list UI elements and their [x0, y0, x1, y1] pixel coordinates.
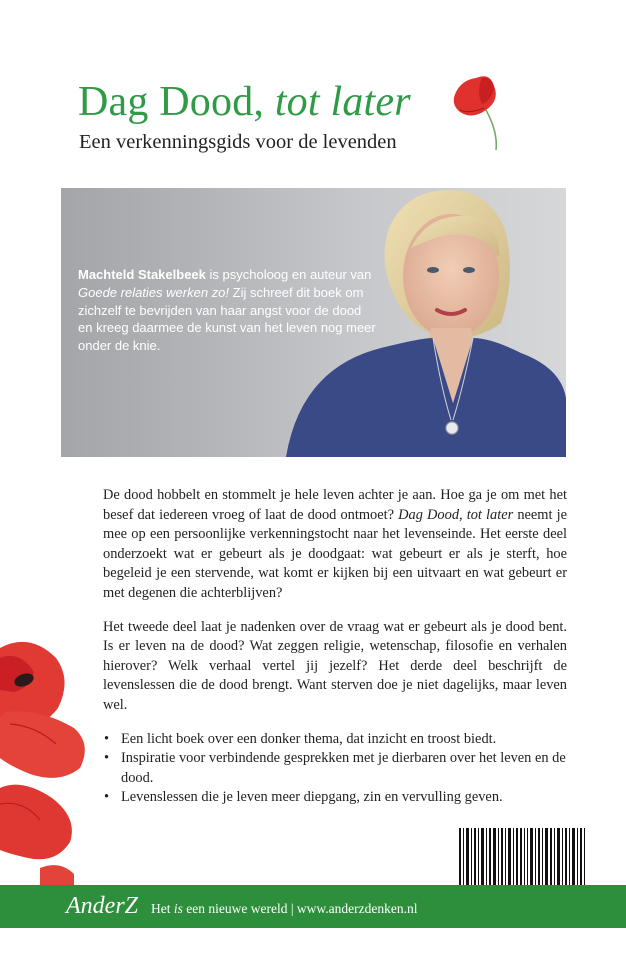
tagline-is: is [173, 901, 183, 916]
publisher-logo: AnderZ [66, 893, 138, 919]
tagline-b: een nieuwe wereld | www.anderzdenken.nl [182, 901, 418, 916]
bullet-icon: • [104, 789, 110, 806]
list-item [103, 730, 567, 750]
bio-text-2: Zij schreef dit boek om zichzelf te bevrijden van haar angst voor de dood en kreeg daarmee de kunst van het leven nog meer onder de knie. [78, 284, 376, 354]
paragraph-1-b: neemt je mee op een persoonlijke verkenningstocht naar het levenseinde. Het eerste deel onderzoekt wat er gebeurt als je doodgaat: wat gebeurt er als je sterft, hoe begeleid je een stervende, wat komt er kijken bij een uitvaart en wat gebeurt er met degenen die achterblijven? [103, 506, 567, 601]
paragraph-2: Het tweede deel laat je nadenken over de vraag wat er gebeurt als je dood bent. Is er leven na de dood? Wat zeggen religie, wetenschap, filosofie en verhalen hierover? Welk verhaal vertel jij jezelf? Het derde deel beschrijft de levenslessen die de dood brengt. Want sterven doe je niet dagelijks, maar leven wel. [103, 618, 567, 713]
list-item-text: Inspiratie voor verbindende gesprekken met je dierbaren over het leven en de dood. [121, 750, 566, 786]
list-item [103, 788, 567, 808]
poppy-petals-icon [0, 628, 100, 890]
poppy-flower-icon [446, 70, 516, 162]
book-title-italic: tot later [274, 79, 411, 125]
bio-text-1: is psycholoog en auteur van [205, 267, 372, 282]
author-name: Machteld Stakelbeek [78, 267, 206, 282]
list-item [103, 749, 567, 788]
publisher-tagline [151, 901, 418, 917]
book-title-main: Dag Dood, [78, 79, 265, 125]
back-cover-text [103, 486, 567, 808]
bullet-icon: • [104, 750, 110, 767]
list-item-text: Een licht boek over een donker thema, dat inzicht en troost biedt. [121, 730, 497, 747]
paragraph-1 [103, 486, 567, 604]
book-title [78, 78, 411, 126]
paragraph-1-title: Dag Dood, tot later [398, 506, 514, 523]
book-subtitle: Een verkenningsgids voor de levenden [79, 131, 397, 153]
bullet-icon: • [104, 730, 110, 747]
bullet-list [103, 730, 567, 808]
bio-book-title: Goede relaties werken zo! [78, 284, 230, 300]
paragraph-1-a: De dood hobbelt en stommelt je hele leven achter je aan. Hoe ga je om met het besef dat iedereen vroeg of laat de dood ontmoet? [103, 487, 567, 523]
tagline-a: Het [151, 901, 174, 916]
author-bio [78, 266, 378, 355]
list-item-text: Levenslessen die je leven meer diepgang, zin en vervulling geven. [121, 789, 503, 806]
